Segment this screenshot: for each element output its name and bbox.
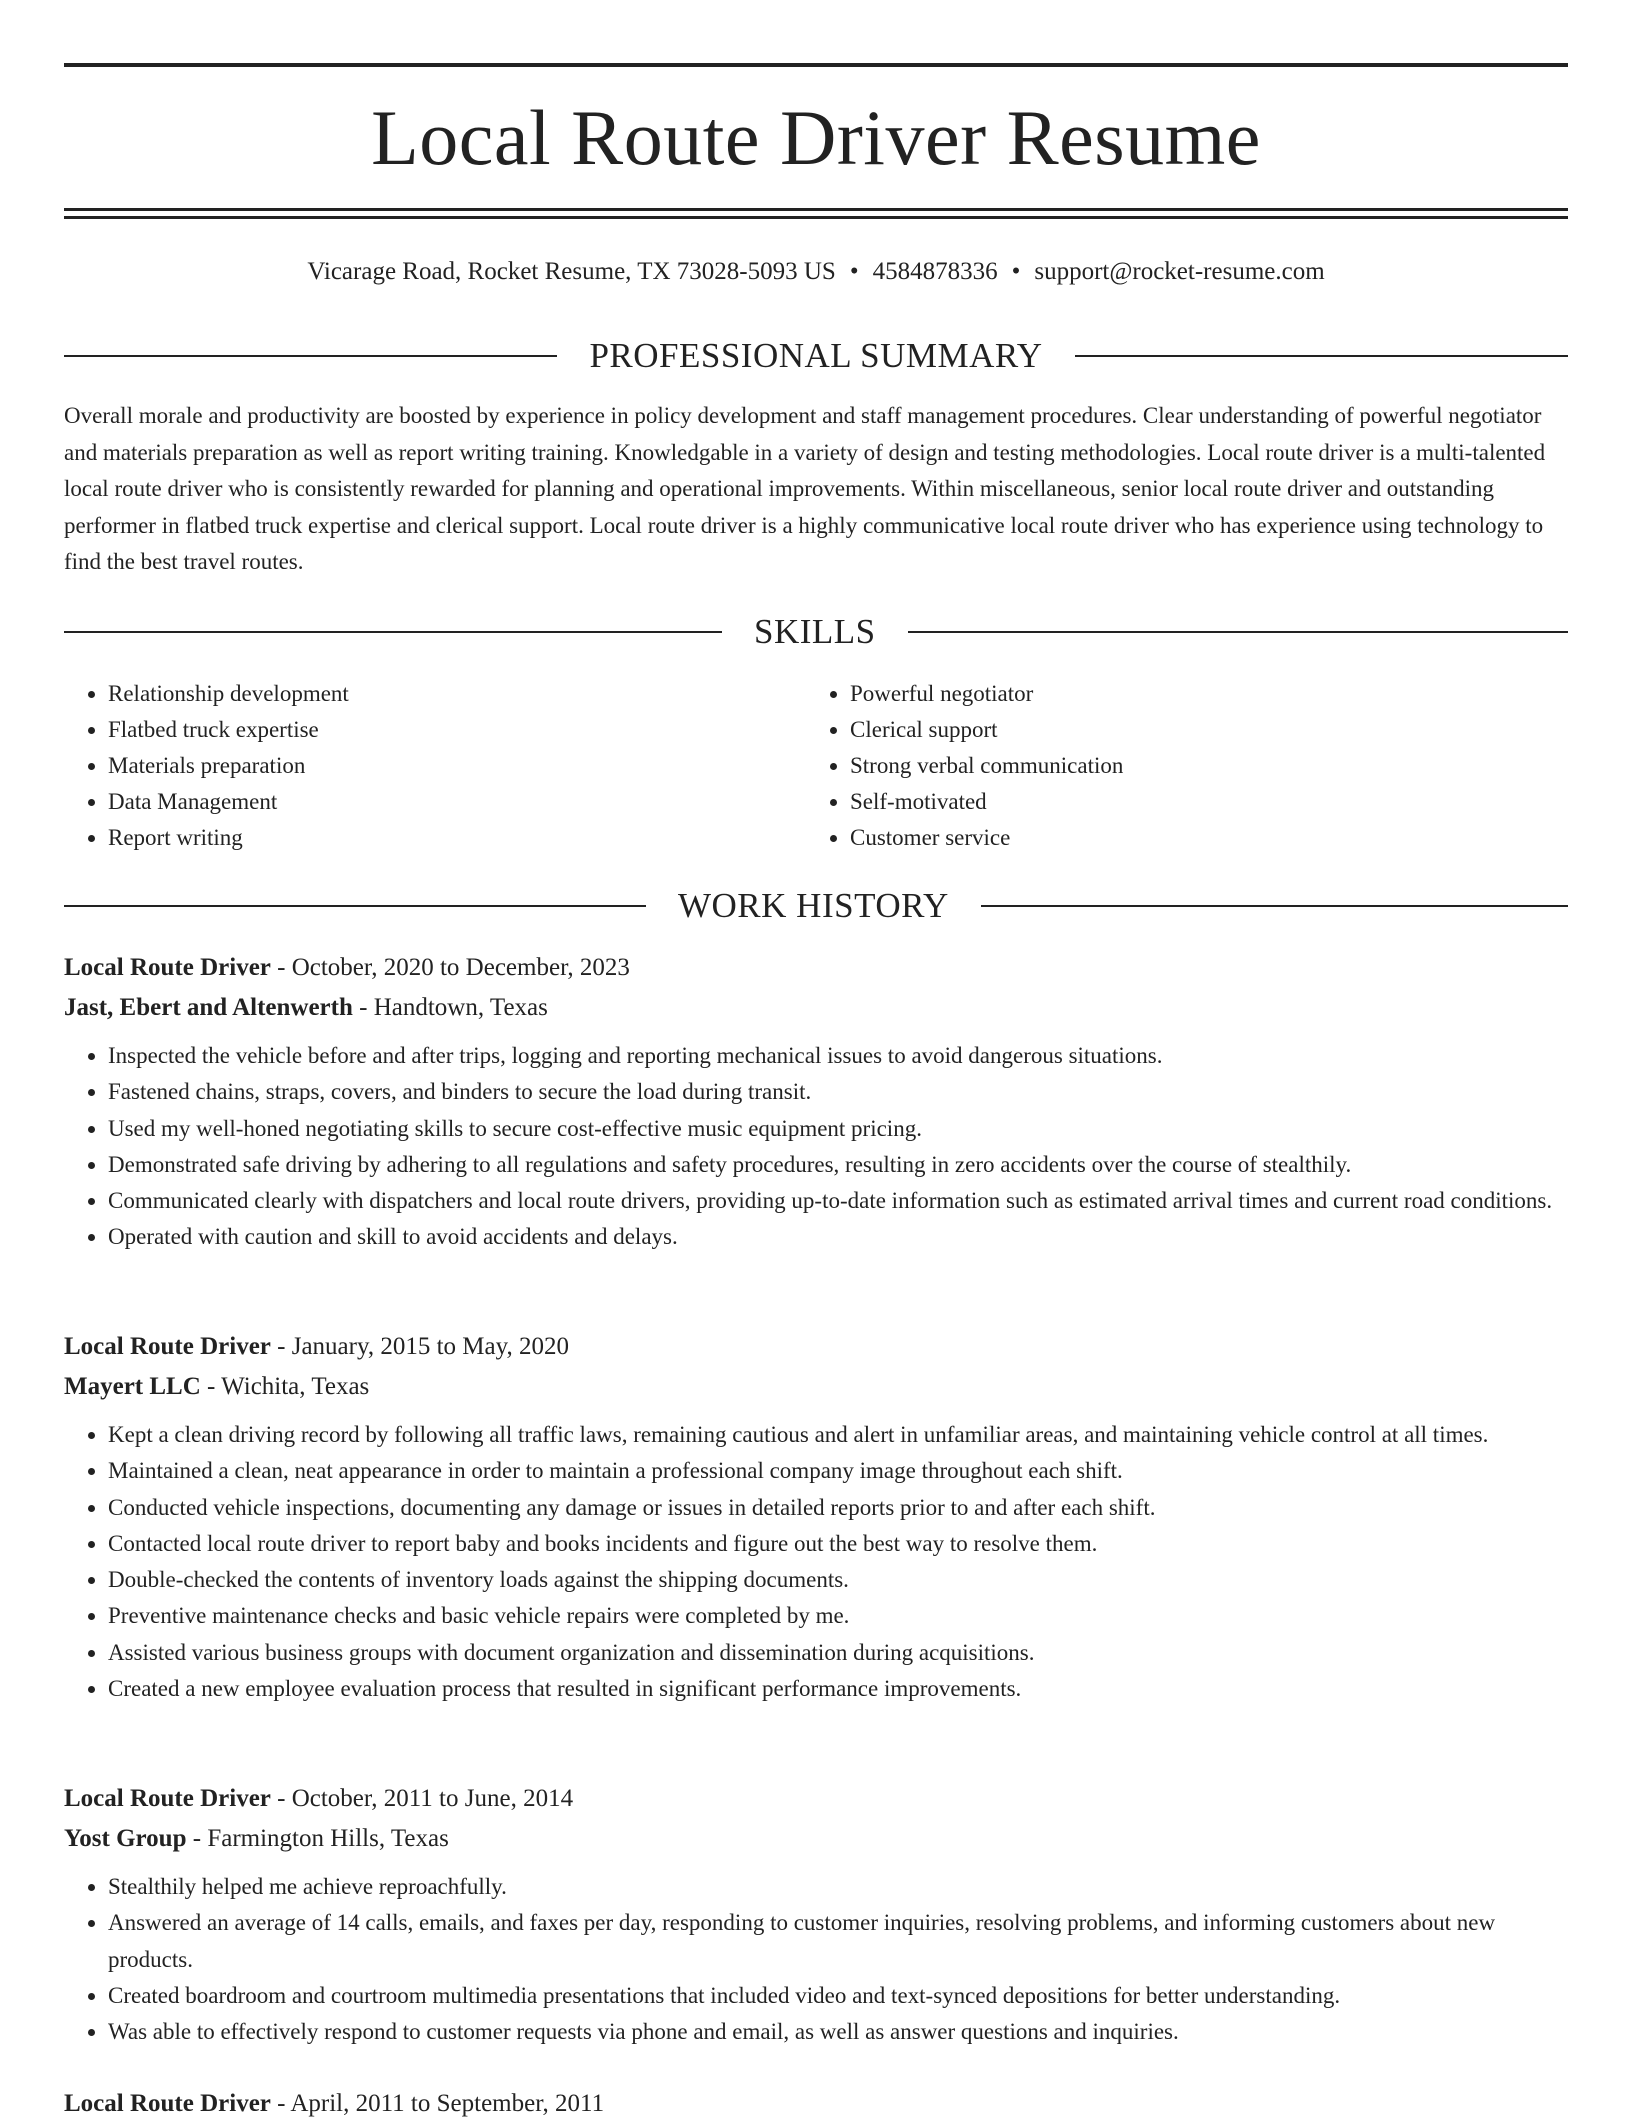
job-title-line — [64, 2084, 1568, 2124]
skills-column-right — [806, 676, 1548, 856]
job-duty-item: • Fastened chains, straps, covers, and binders to secure the load during transit. — [108, 1074, 1568, 1110]
top-rule — [64, 63, 1568, 67]
job-title: Local Route Driver — [64, 1333, 271, 1360]
heading-rule-right — [908, 631, 1568, 633]
job-company-line — [64, 988, 1568, 1028]
job-title-line — [64, 1779, 1568, 1819]
job-company-line — [64, 1367, 1568, 1407]
job-duty-item: • Preventive maintenance checks and basic vehicle repairs were completed by me. — [108, 1598, 1568, 1634]
job-title-line — [64, 1327, 1568, 1367]
heading-rule-right — [1075, 355, 1568, 357]
heading-rule-right — [981, 905, 1568, 907]
job-title: Local Route Driver — [64, 954, 271, 981]
job-duties — [64, 1038, 1568, 1256]
job-duty-item: • Assisted various business groups with document organization and dissemination during acquisitions. — [108, 1635, 1568, 1671]
job-duty-item: • Demonstrated safe driving by adhering to all regulations and safety procedures, resulting in zero accidents over the course of stealthily. — [108, 1147, 1568, 1183]
section-heading-work — [64, 886, 1568, 926]
contact-address: Vicarage Road, Rocket Resume, TX 73028-5093 US — [307, 258, 836, 285]
job-title: Local Route Driver — [64, 1785, 271, 1812]
job-duty-item: • Was able to effectively respond to customer requests via phone and email, as well as answer questions and inquiries. — [108, 2014, 1568, 2050]
job-duty-item: • Communicated clearly with dispatchers and local route drivers, providing up-to-date information such as estimated arrival times and current road conditions. — [108, 1183, 1568, 1219]
contact-phone: 4584878336 — [872, 258, 998, 285]
job-entry — [64, 1327, 1568, 1707]
job-duty-item: • Maintained a clean, neat appearance in order to maintain a professional company image throughout each shift. — [108, 1453, 1568, 1489]
heading-rule-left — [64, 355, 557, 357]
job-entry — [64, 948, 1568, 1256]
skills-list — [64, 676, 1568, 856]
job-duty-item: • Double-checked the contents of inventory loads against the shipping documents. — [108, 1562, 1568, 1598]
skill-item: • Strong verbal communication — [850, 748, 1548, 784]
job-dates: - April, 2011 to September, 2011 — [270, 2090, 605, 2117]
skill-item: • Relationship development — [108, 676, 806, 712]
resume-title: Local Route Driver Resume — [371, 94, 1261, 181]
skill-item: • Report writing — [108, 820, 806, 856]
job-duty-item: • Created boardroom and courtroom multimedia presentations that included video and text-synced depositions for better understanding. — [108, 1978, 1568, 2014]
title-rule-upper — [64, 208, 1568, 211]
skill-item: • Self-motivated — [850, 784, 1548, 820]
job-dates: - October, 2011 to June, 2014 — [270, 1785, 574, 1812]
contact-email: support@rocket-resume.com — [1034, 258, 1325, 285]
heading-rule-left — [64, 631, 722, 633]
skill-item: • Data Management — [108, 784, 806, 820]
job-dates: - October, 2020 to December, 2023 — [270, 954, 630, 981]
job-location: - Wichita, Texas — [200, 1373, 370, 1400]
job-entry — [64, 1779, 1568, 2050]
heading-rule-left — [64, 905, 646, 907]
job-duty-item: • Used my well-honed negotiating skills to secure cost-effective music equipment pricing. — [108, 1111, 1568, 1147]
skill-item: • Materials preparation — [108, 748, 806, 784]
contact-separator: • — [849, 258, 859, 285]
section-title: PROFESSIONAL SUMMARY — [589, 336, 1043, 375]
job-duty-item: • Created a new employee evaluation process that resulted in significant performance improvements. — [108, 1671, 1568, 1707]
job-location: - Handtown, Texas — [352, 994, 548, 1021]
section-title: SKILLS — [754, 612, 876, 651]
job-dates: - January, 2015 to May, 2020 — [270, 1333, 569, 1360]
job-duties — [64, 1417, 1568, 1707]
job-company: Yost Group — [64, 1825, 187, 1852]
job-duty-item: • Contacted local route driver to report baby and books incidents and figure out the best way to resolve them. — [108, 1526, 1568, 1562]
job-duty-item: • Conducted vehicle inspections, documenting any damage or issues in detailed reports prior to and after each shift. — [108, 1490, 1568, 1526]
job-duties — [64, 1869, 1568, 2050]
job-duty-item: • Operated with caution and skill to avoid accidents and delays. — [108, 1219, 1568, 1255]
skills-column-left — [64, 676, 806, 856]
job-entry — [64, 2084, 1568, 2124]
contact-separator: • — [1011, 258, 1021, 285]
job-duty-item: • Answered an average of 14 calls, emails, and faxes per day, responding to customer inquiries, resolving problems, and informing customers about new products. — [108, 1905, 1568, 1978]
section-title: WORK HISTORY — [678, 886, 949, 925]
job-duty-item: • Stealthily helped me achieve reproachfully. — [108, 1869, 1568, 1905]
section-heading-skills — [64, 612, 1568, 652]
section-heading-summary — [64, 336, 1568, 376]
job-title-line — [64, 948, 1568, 988]
contact-line — [64, 252, 1568, 292]
title-rule-lower — [64, 216, 1568, 219]
job-company: Mayert LLC — [64, 1373, 201, 1400]
skill-item: • Clerical support — [850, 712, 1548, 748]
job-company-line — [64, 1819, 1568, 1859]
job-title: Local Route Driver — [64, 2090, 271, 2117]
skill-item: • Flatbed truck expertise — [108, 712, 806, 748]
skill-item: • Customer service — [850, 820, 1548, 856]
job-location: - Farmington Hills, Texas — [186, 1825, 449, 1852]
job-company: Jast, Ebert and Altenwerth — [64, 994, 353, 1021]
job-duty-item: • Inspected the vehicle before and after trips, logging and reporting mechanical issues to avoid dangerous situations. — [108, 1038, 1568, 1074]
job-duty-item: • Kept a clean driving record by following all traffic laws, remaining cautious and alert in unfamiliar areas, and maintaining vehicle control at all times. — [108, 1417, 1568, 1453]
skill-item: • Powerful negotiator — [850, 676, 1548, 712]
summary-paragraph: Overall morale and productivity are boosted by experience in policy development and staff management procedures. Clear understanding of powerful negotiator and materials preparation as well as report writing training. Knowledgable in a variety of design and testing methodologies. Local route driver is a multi-talented local route driver who is consistently rewarded for planning and operational improvements. Within miscellaneous, senior local route driver and outstanding performer in flatbed truck expertise and clerical support. Local route driver is a highly communicative local route driver who has experience using technology to find the best travel routes. — [64, 403, 1546, 574]
